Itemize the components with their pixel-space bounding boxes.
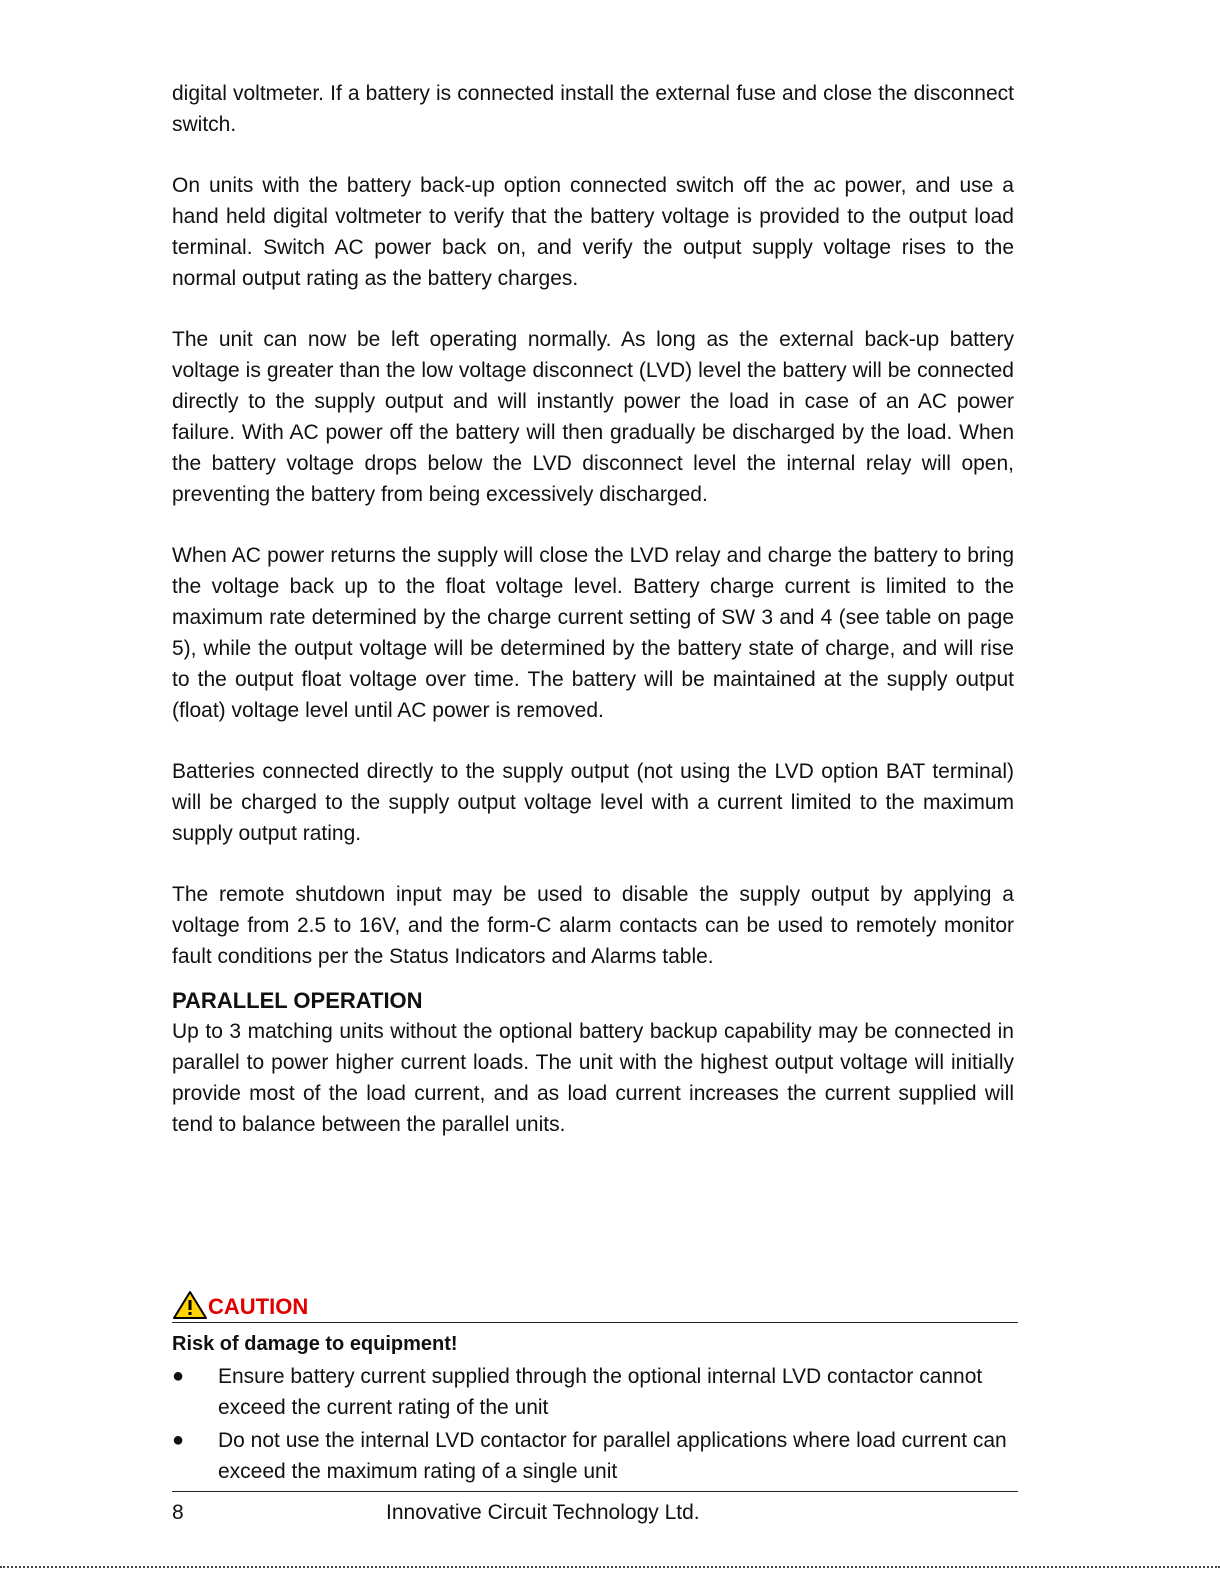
paragraph-normal-operation: The unit can now be left operating normally. As long as the external back-up battery voltage is greater than the low voltage disconnect (LVD) level the battery will be connected directly to the supply output and will instantly power the load in case of an AC power failure. With AC power off the battery will then gradually be discharged by the load. When the battery voltage drops below the LVD disconnect level the internal relay will open, preventing the battery from being excessively discharged. [172, 328, 1014, 506]
paragraph-parallel-operation: Up to 3 matching units without the optional battery backup capability may be connected in parallel to power higher current loads. The unit with the highest output voltage will initially provide most of the load current, and as load current increases the current supplied will tend to balance between the parallel units. [172, 1020, 1014, 1136]
paragraph-remote-shutdown: The remote shutdown input may be used to disable the supply output by applying a voltage from 2.5 to 16V, and the form-C alarm contacts can be used to remotely monitor fault conditions per the Status Indicators and Alarms table. [172, 883, 1014, 968]
bullet-icon: ● [172, 1365, 185, 1387]
list-item [172, 1425, 1018, 1487]
caution-header [172, 1286, 1018, 1323]
bullet-icon: ● [172, 1429, 185, 1451]
bullet-text: Do not use the internal LVD contactor for parallel applications where load current can exceed the maximum rating of a single unit [218, 1429, 1007, 1483]
section-heading-parallel-operation: PARALLEL OPERATION [172, 988, 423, 1013]
paragraph-battery-backup-check: On units with the battery back-up option connected switch off the ac power, and use a hand held digital voltmeter to verify that the battery voltage is provided to the output load terminal. Switch AC power back on, and verify the output supply voltage rises to the normal output rating as the battery charges. [172, 174, 1014, 290]
caution-box [172, 1286, 1018, 1492]
paragraph-voltmeter: digital voltmeter. If a battery is connected install the external fuse and close the disconnect switch. [172, 82, 1014, 136]
paragraph-direct-batteries: Batteries connected directly to the supply output (not using the LVD option BAT terminal) will be charged to the supply output voltage level with a current limited to the maximum supply output rating. [172, 760, 1014, 845]
caution-label: CAUTION [208, 1294, 309, 1319]
list-item [172, 1361, 1018, 1423]
bullet-text: Ensure battery current supplied through the optional internal LVD contactor cannot exceed the current rating of the unit [218, 1365, 983, 1419]
paragraph-ac-power-returns: When AC power returns the supply will close the LVD relay and charge the battery to bring the voltage back up to the float voltage level. Battery charge current is limited to the maximum rate determined by the charge current setting of SW 3 and 4 (see table on page 5), while the output voltage will be determined by the battery state of charge, and will rise to the output float voltage over time. The battery will be maintained at the supply output (float) voltage level until AC power is removed. [172, 544, 1014, 722]
risk-heading: Risk of damage to equipment! [172, 1333, 458, 1355]
company-name: Innovative Circuit Technology Ltd. [386, 1501, 700, 1524]
bottom-divider [0, 1566, 1220, 1568]
document-body [172, 78, 1014, 1140]
page-number: 8 [172, 1501, 184, 1524]
caution-bullet-list [172, 1361, 1018, 1492]
warning-triangle-icon [172, 1290, 208, 1320]
